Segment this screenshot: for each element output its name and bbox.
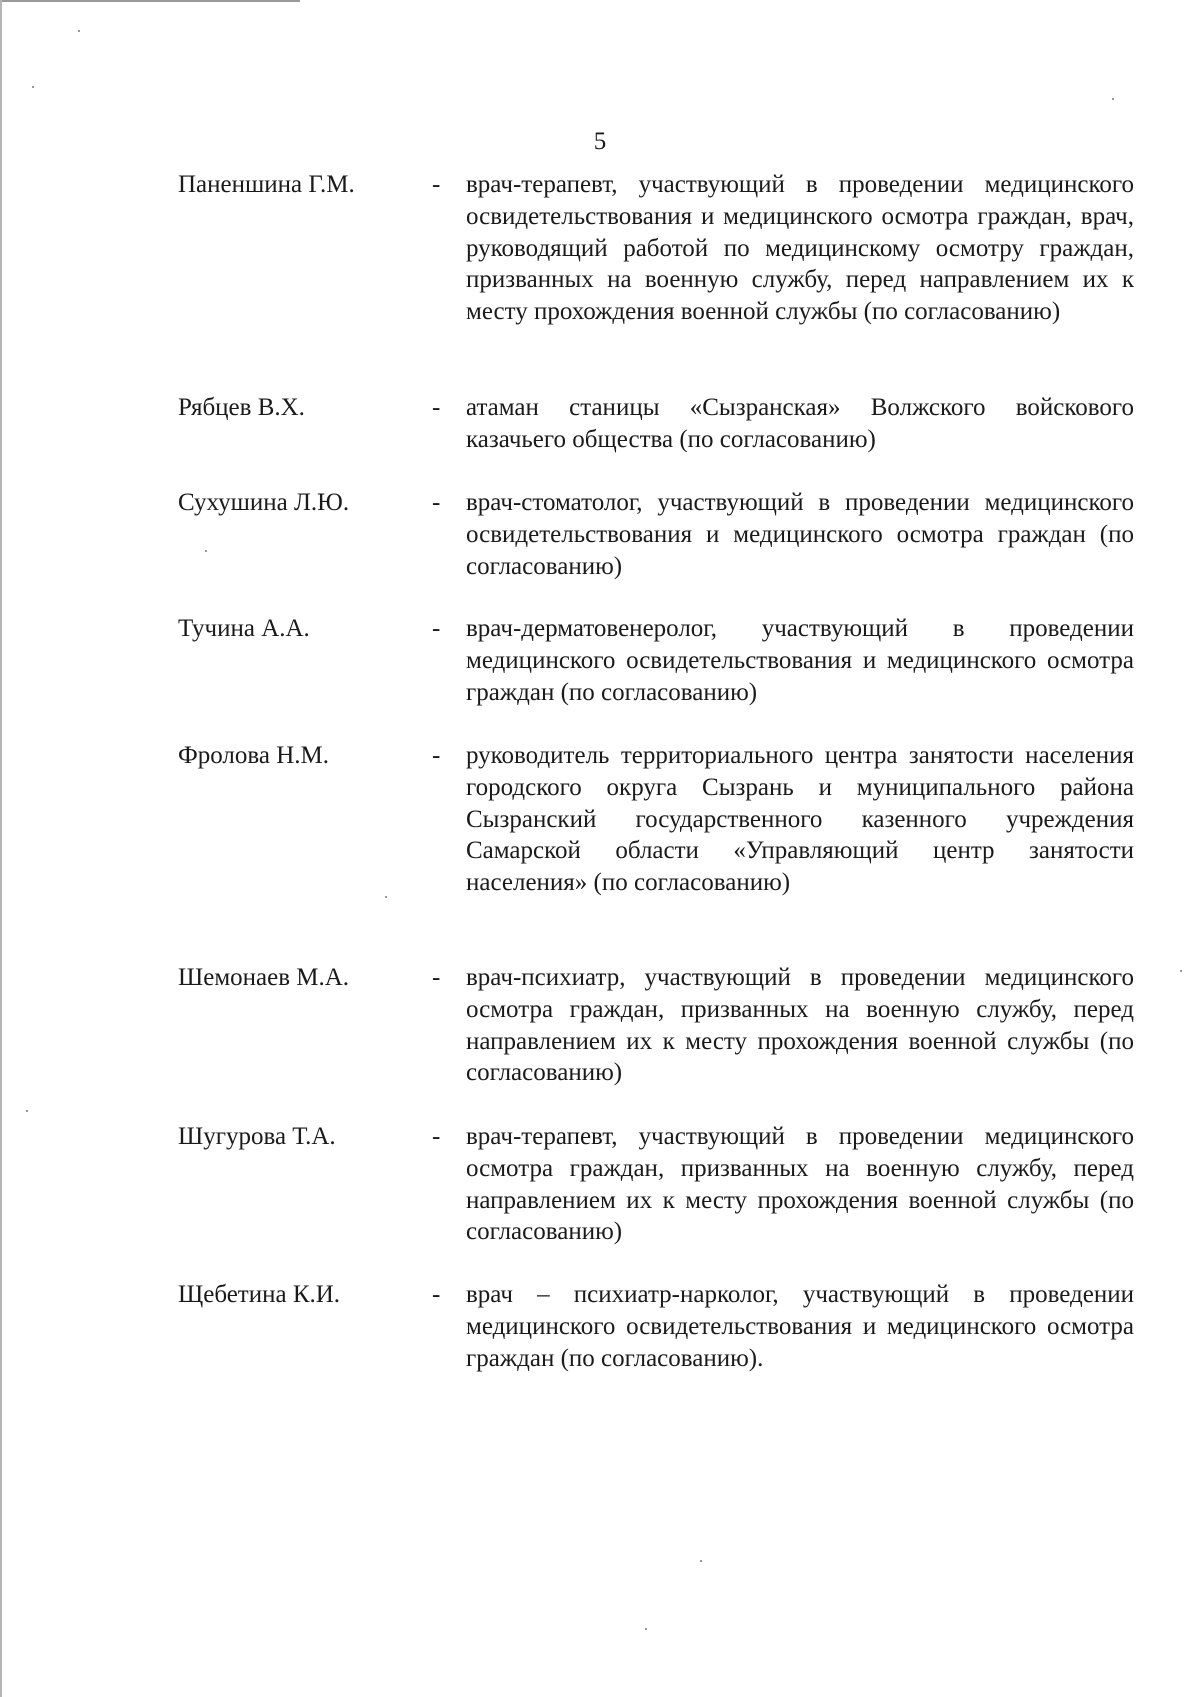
member-role: врач – психиатр-нарколог, участвующий в проведении медицинского освидетельствования и медицинского осмотра граждан (по согласованию). <box>466 1281 1134 1372</box>
scan-edge-left <box>0 0 2 1697</box>
member-name: Тучина А.А. <box>178 615 310 642</box>
scan-speck <box>205 550 207 552</box>
member-dash: - <box>432 1123 441 1150</box>
member-name: Сухушина Л.Ю. <box>178 489 350 516</box>
member-name: Шемонаев М.А. <box>178 964 350 991</box>
member-dash: - <box>432 742 441 769</box>
member-role: врач-терапевт, участвующий в проведении медицинского осмотра граждан, призванных на военную службу, перед направлением их к месту прохождения военной службы (по согласованию) <box>466 1123 1134 1246</box>
page-number: 5 <box>593 128 607 155</box>
member-role: руководитель территориального центра занятости населения городского округа Сызрань и муниципального района Сызранский государственного казенного учреждения Самарской области «Управляющий центр занятости населения» (по согласованию) <box>466 742 1134 897</box>
member-role: врач-стоматолог, участвующий в проведении медицинского освидетельствования и медицинского осмотра граждан (по согласованию) <box>466 489 1134 580</box>
member-role: врач-терапевт, участвующий в проведении медицинского освидетельствования и медицинского осмотра граждан, врач, руководящий работой по медицинскому осмотру граждан, призванных на военную службу, перед направлением их к месту прохождения военной службы (по согласованию) <box>466 171 1134 326</box>
member-name: Паненшина Г.М. <box>178 171 355 198</box>
member-role: врач-дерматовенеролог, участвующий в проведении медицинского освидетельствования и медицинского осмотра граждан (по согласованию) <box>466 615 1134 706</box>
member-name: Фролова Н.М. <box>178 742 330 769</box>
scan-speck <box>78 30 80 32</box>
member-dash: - <box>432 615 441 642</box>
member-role: врач-психиатр, участвующий в проведении медицинского осмотра граждан, призванных на военную службу, перед направлением их к месту прохождения военной службы (по согласованию) <box>466 964 1134 1087</box>
member-name: Шугурова Т.А. <box>178 1123 336 1150</box>
scan-speck <box>32 86 34 88</box>
scan-speck <box>26 1110 28 1112</box>
scan-speck <box>1112 98 1114 100</box>
member-name: Щебетина К.И. <box>178 1281 341 1308</box>
member-dash: - <box>432 964 441 991</box>
scan-edge-top <box>0 0 300 2</box>
member-role: атаман станицы «Сызранская» Волжского войскового казачьего общества (по согласованию) <box>466 394 1134 453</box>
scan-speck <box>700 1560 702 1562</box>
member-name: Рябцев В.Х. <box>178 394 305 421</box>
member-dash: - <box>432 489 441 516</box>
scan-speck <box>385 896 387 898</box>
scan-speck <box>1180 970 1182 972</box>
member-dash: - <box>432 171 441 198</box>
scan-speck <box>645 1628 647 1630</box>
member-dash: - <box>432 394 441 421</box>
member-dash: - <box>432 1281 441 1308</box>
